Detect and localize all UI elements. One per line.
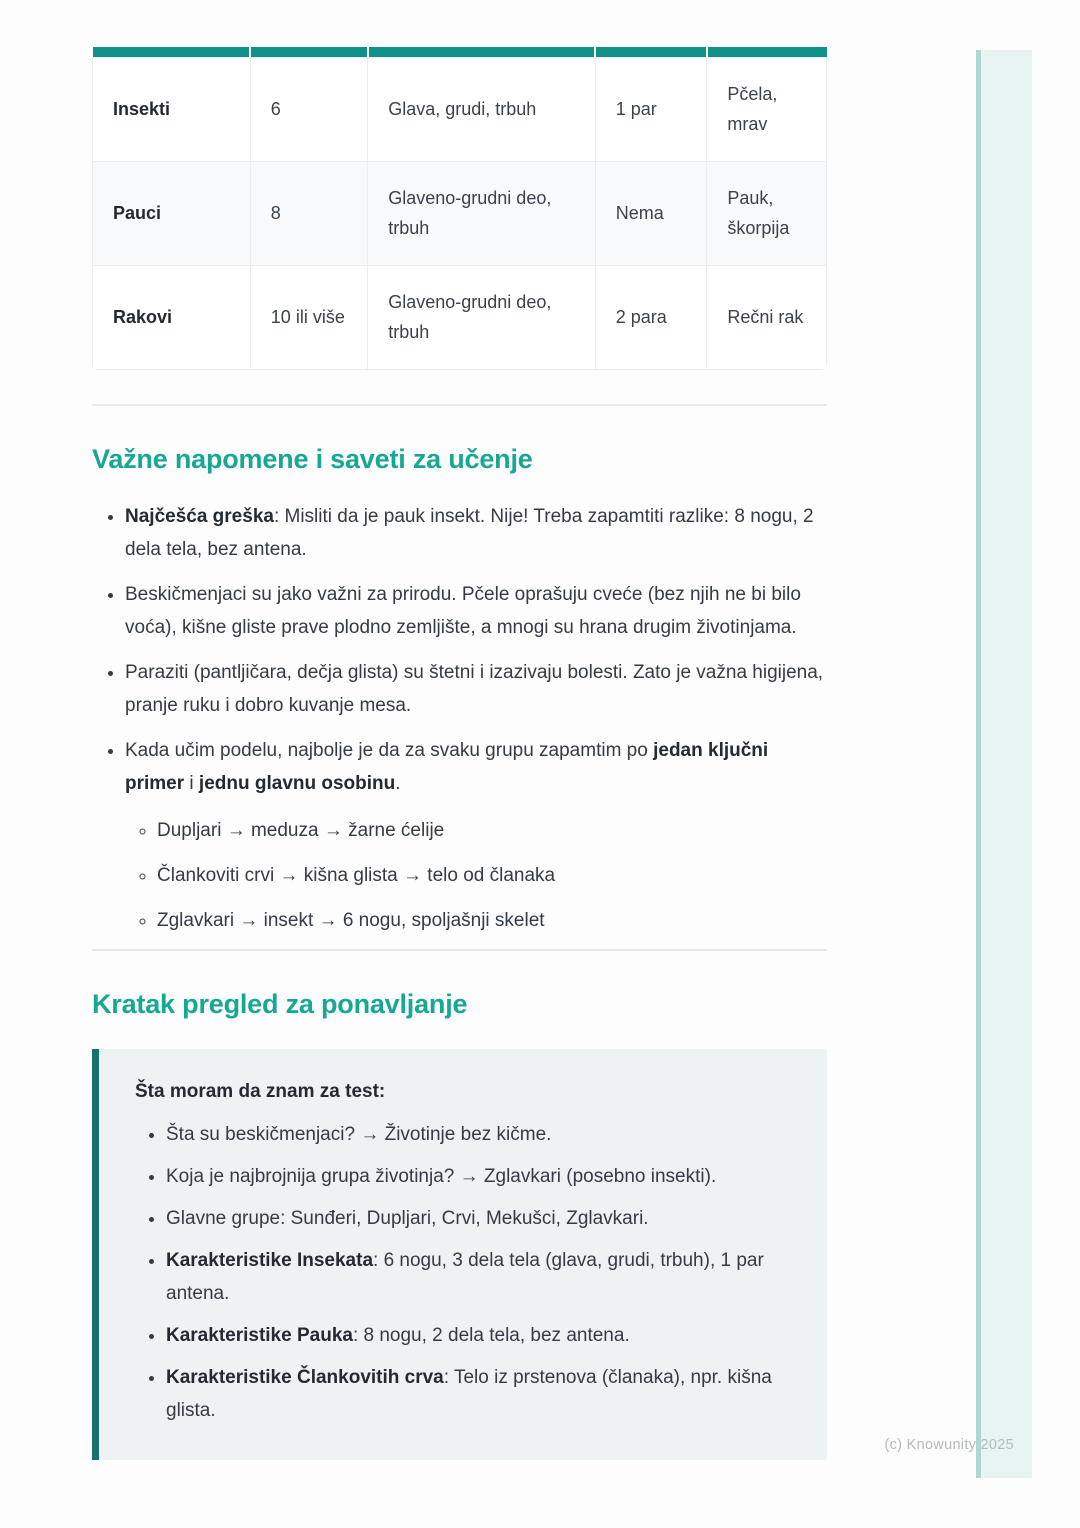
bullet-text: Beskičmenjaci su jako važni za prirodu. Pčele oprašuju cveće (bez njih ne bi bilo voća), kišne gliste prave plodno zemljište, a mnogi su hrana drugim životinjama. [125, 583, 801, 638]
table-header-cell [707, 47, 827, 57]
bullet-text: Dupljari → meduza → žarne ćelije [157, 819, 445, 841]
invertebrates-table [92, 47, 827, 370]
invertebrates-table-wrap [92, 47, 827, 370]
notes-list [92, 500, 827, 937]
bullet-text: . [395, 772, 401, 794]
table-header-cell [595, 47, 707, 57]
page-edge-strip [976, 50, 1032, 1478]
table-header-cell [250, 47, 367, 57]
bullet-bold-text: jednu glavnu osobinu [198, 772, 396, 794]
list-item [125, 734, 827, 937]
list-item [166, 1244, 797, 1310]
cell-group-name: Pauci [93, 161, 251, 265]
list-item [166, 1361, 797, 1427]
review-callout [92, 1049, 827, 1460]
sub-list-item [157, 904, 827, 937]
list-item [166, 1118, 797, 1151]
bullet-text: Koja je najbrojnija grupa životinja? → Zglavkari (posebno insekti). [166, 1165, 717, 1187]
cell-legs: 10 ili više [250, 265, 367, 369]
cell-body-parts: Glaveno-grudni deo, trbuh [368, 265, 596, 369]
list-item [125, 578, 827, 644]
review-section-title: Kratak pregled za ponavljanje [92, 988, 468, 1019]
table-header-cell [368, 47, 596, 57]
bullet-bold-text: Karakteristike Člankovitih crva [166, 1366, 444, 1388]
review-list [135, 1118, 797, 1427]
cell-legs: 8 [250, 161, 367, 265]
cell-group-name: Insekti [93, 57, 251, 161]
bullet-text: Člankoviti crvi → kišna glista → telo od članaka [157, 864, 556, 886]
cell-examples: Pčela, mrav [707, 57, 827, 161]
content-column [92, 47, 827, 1460]
cell-antennae: 1 par [595, 57, 707, 161]
table-header-row [93, 47, 827, 57]
bullet-text: : 8 nogu, 2 dela tela, bez antena. [352, 1324, 630, 1346]
section-divider [92, 404, 827, 406]
bullet-bold-text: Najčešća greška [125, 505, 274, 527]
bullet-text: i [184, 772, 199, 794]
cell-antennae: 2 para [595, 265, 707, 369]
cell-body-parts: Glava, grudi, trbuh [368, 57, 596, 161]
sub-list-item [157, 859, 827, 892]
bullet-text: Šta su beskičmenjaci? → Životinje bez kičme. [166, 1123, 552, 1145]
section-divider [92, 949, 827, 951]
list-item [125, 500, 827, 566]
list-item [166, 1202, 797, 1235]
sub-list-item [157, 814, 827, 847]
cell-body-parts: Glaveno-grudni deo, trbuh [368, 161, 596, 265]
bullet-text: Paraziti (pantljičara, dečja glista) su štetni i izazivaju bolesti. Zato je važna higijena, pranje ruku i dobro kuvanje mesa. [125, 661, 824, 716]
bullet-bold-text: jedan ključni primer [125, 739, 769, 794]
bullet-text: Glavne grupe: Sunđeri, Dupljari, Crvi, Mekušci, Zglavkari. [166, 1207, 649, 1229]
table-row-insekti [93, 57, 827, 161]
cell-examples: Pauk, škorpija [707, 161, 827, 265]
cell-group-name: Rakovi [93, 265, 251, 369]
list-item [166, 1319, 797, 1352]
cell-legs: 6 [250, 57, 367, 161]
callout-title: Šta moram da znam za test: [135, 1080, 386, 1102]
cell-antennae: Nema [595, 161, 707, 265]
bullet-text: : Telo iz prstenova (članaka), npr. kišna glista. [166, 1366, 772, 1421]
table-header-cell [93, 47, 251, 57]
list-item [166, 1160, 797, 1193]
table-row-pauci [93, 161, 827, 265]
table-row-rakovi [93, 265, 827, 369]
bullet-text: Zglavkari → insekt → 6 nogu, spoljašnji skelet [157, 909, 545, 931]
bullet-text: Kada učim podelu, najbolje je da za svaku grupu zapamtim po [125, 739, 654, 761]
cell-examples: Rečni rak [707, 265, 827, 369]
examples-sublist [125, 814, 827, 937]
copyright-text: (c) Knowunity 2025 [884, 1437, 1014, 1453]
list-item [125, 656, 827, 722]
bullet-text: : 6 nogu, 3 dela tela (glava, grudi, trbuh), 1 par antena. [166, 1249, 764, 1304]
notes-section-title: Važne napomene i saveti za učenje [92, 443, 533, 474]
bullet-text: : Misliti da je pauk insekt. Nije! Treba zapamtiti razlike: 8 nogu, 2 dela tela, bez antena. [125, 505, 814, 560]
bullet-bold-text: Karakteristike Pauka [166, 1324, 353, 1346]
bullet-bold-text: Karakteristike Insekata [166, 1249, 374, 1271]
